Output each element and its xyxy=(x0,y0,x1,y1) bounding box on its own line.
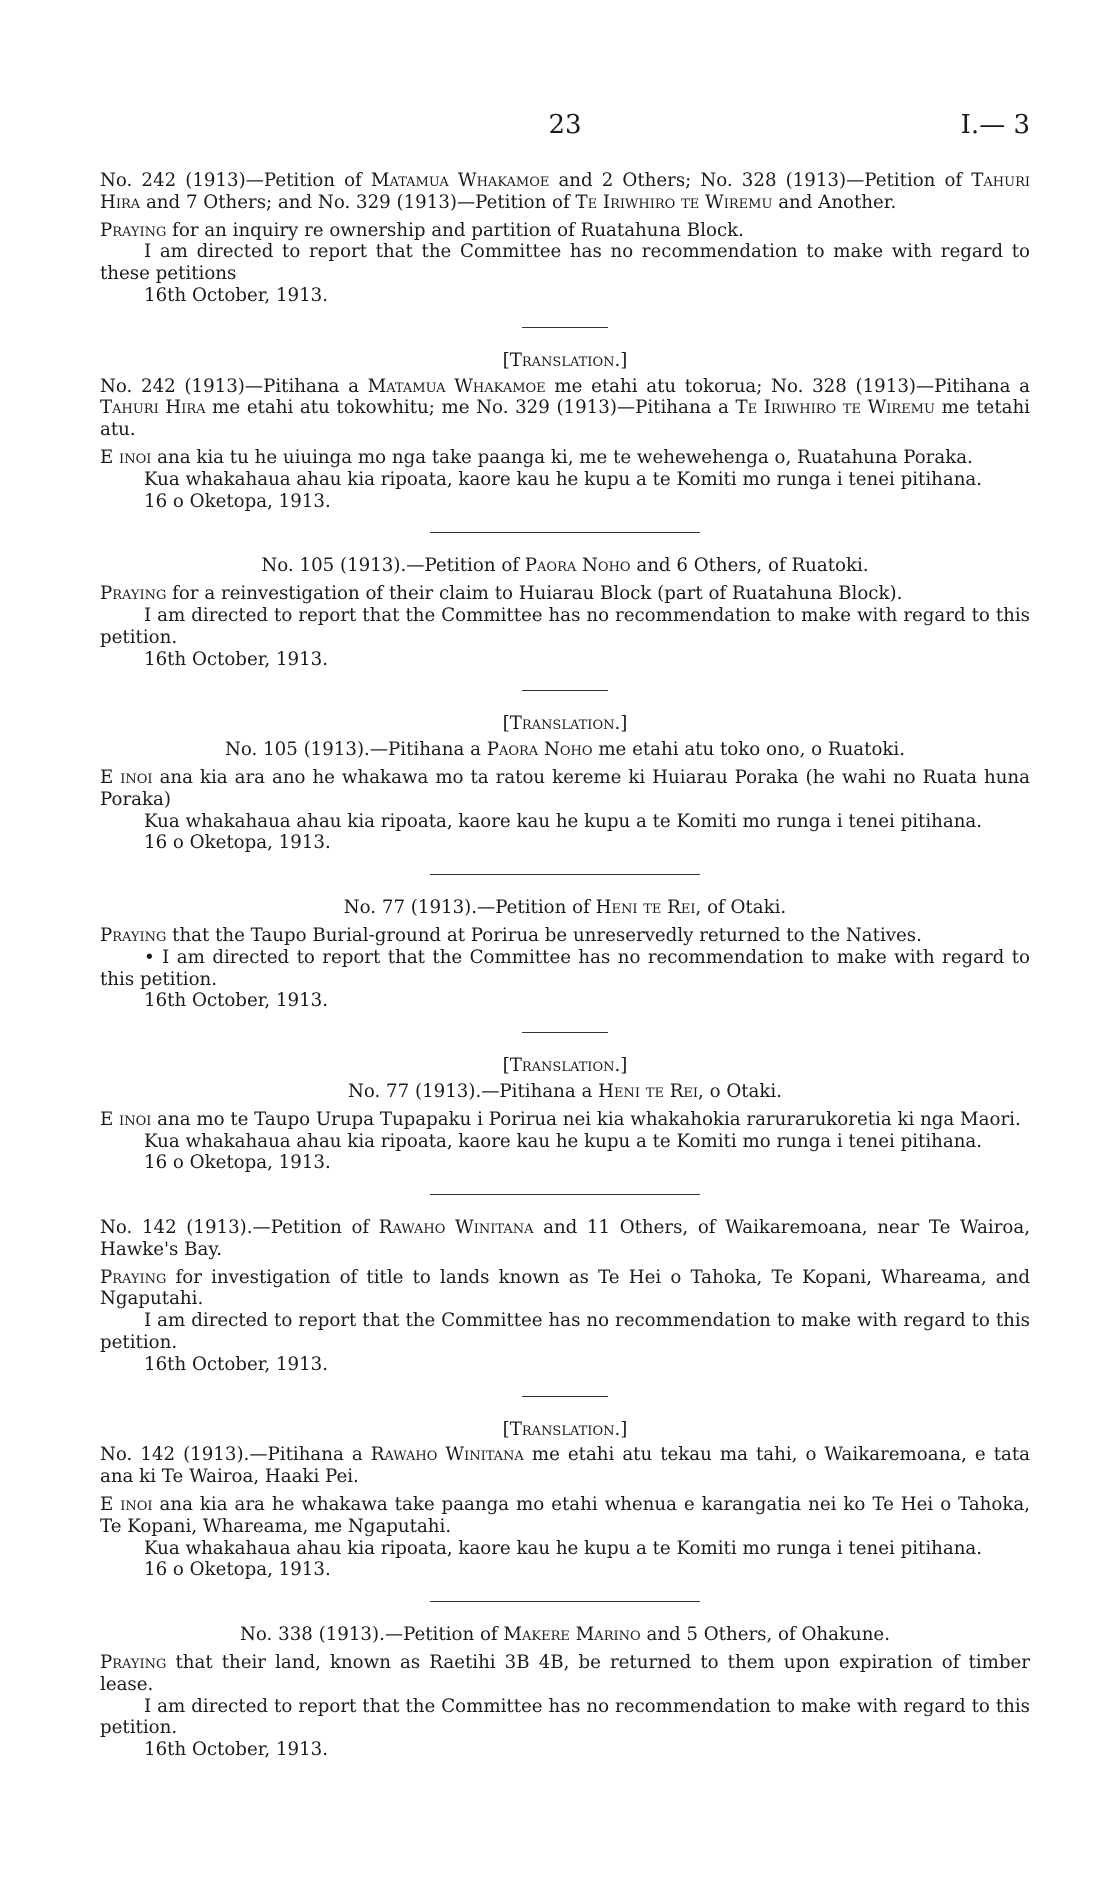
report-date: 16th October, 1913. xyxy=(144,1739,329,1761)
report-date: 16 o Oketopa, 1913. xyxy=(144,1559,331,1581)
petition-heading: No. 77 (1913).—Pitihana a Heni te Rei, o Otaki. xyxy=(347,1080,783,1102)
petition-entry xyxy=(100,170,1030,307)
page-header xyxy=(100,110,1030,150)
petition-heading: No. 242 (1913)—Pitihana a Matamua Whakamoe me etahi atu tokorua; No. 328 (1913)—Pitihana a Tahuri Hira me etahi atu tokowhitu; me No. 329 (1913)—Pitihana a Te Iriwhiro te Wiremu me tetahi atu. xyxy=(100,375,1031,441)
report-date: 16 o Oketopa, 1913. xyxy=(144,490,331,512)
committee-report: I am directed to report that the Committee has no recommendation to make with regard to this petition. xyxy=(100,604,1030,648)
committee-report: Kua whakahaua ahau kia ripoata, kaore kau he kupu a te Komiti mo runga i tenei pitihana. xyxy=(144,1130,983,1152)
long-divider xyxy=(430,532,700,533)
petition-prayer: Praying that their land, known as Raetihi 3B 4B, be returned to them upon expiration of timber lease. xyxy=(100,1652,1030,1695)
report-date: 16th October, 1913. xyxy=(144,648,329,670)
petition-prayer: Praying for an inquiry re ownership and partition of Ruatahuna Block. xyxy=(100,219,744,241)
petition-heading: No. 142 (1913).—Pitihana a Rawaho Winitana me etahi atu tekau ma tahi, o Waikaremoana, e tata ana ki Te Wairoa, Haaki Pei. xyxy=(100,1444,1031,1488)
petition-heading: No. 77 (1913).—Petition of Heni te Rei, of Otaki. xyxy=(343,897,787,919)
petition-prayer: E inoi ana kia tu he uiuinga mo nga take paanga ki, me te wehewehenga o, Ruatahuna Poraka. xyxy=(100,446,973,468)
petition-heading: No. 338 (1913).—Petition of Makere Marino and 5 Others, of Ohakune. xyxy=(240,1624,890,1646)
committee-report: • I am directed to report that the Committee has no recommendation to make with regard to this petition. xyxy=(100,946,1030,990)
petition-entry xyxy=(100,897,1030,1012)
petition-heading: No. 142 (1913).—Petition of Rawaho Winitana and 11 Others, of Waikaremoana, near Te Wairoa, Hawke's Bay. xyxy=(100,1217,1030,1260)
translation-label: [Translation.] xyxy=(502,1055,628,1077)
report-date: 16th October, 1913. xyxy=(144,990,329,1012)
petition-prayer: Praying for a reinvestigation of their claim to Huiarau Block (part of Ruatahuna Block). xyxy=(100,583,903,605)
translation-entry xyxy=(100,1419,1030,1582)
committee-report: Kua whakahaua ahau kia ripoata, kaore kau he kupu a te Komiti mo runga i tenei pitihana. xyxy=(144,468,983,490)
short-divider xyxy=(522,327,608,328)
report-date: 16th October, 1913. xyxy=(144,1353,329,1375)
translation-entry xyxy=(100,350,1030,513)
report-date: 16 o Oketopa, 1913. xyxy=(144,832,331,854)
petition-heading: No. 242 (1913)—Petition of Matamua Whakamoe and 2 Others; No. 328 (1913)—Petition of Tahuri Hira and 7 Others; and No. 329 (1913)—Petition of Te Iriwhiro te Wiremu and Another. xyxy=(100,170,1031,213)
page-number: 23 xyxy=(548,110,582,140)
long-divider xyxy=(430,1194,700,1195)
petition-prayer: E inoi ana kia ara ano he whakawa mo ta ratou kereme ki Huiarau Poraka (he wahi no Ruata huna Poraka) xyxy=(100,766,1030,810)
petition-entry xyxy=(100,555,1030,670)
translation-label: [Translation.] xyxy=(502,713,628,735)
short-divider xyxy=(522,1032,608,1033)
committee-report: I am directed to report that the Committee has no recommendation to make with regard to this petition. xyxy=(100,1695,1030,1739)
long-divider xyxy=(430,874,700,875)
translation-label: [Translation.] xyxy=(502,1418,628,1440)
translation-entry xyxy=(100,713,1030,854)
petition-heading: No. 105 (1913).—Petition of Paora Noho and 6 Others, of Ruatoki. xyxy=(261,555,869,577)
petition-prayer: Praying that the Taupo Burial-ground at Porirua be unreservedly returned to the Natives. xyxy=(100,924,922,946)
section-reference: I.— 3 xyxy=(960,110,1030,140)
short-divider xyxy=(522,690,608,691)
petition-prayer: E inoi ana mo te Taupo Urupa Tupapaku i Porirua nei kia whakahokia rarurarukoretia ki nga Maori. xyxy=(100,1108,1021,1130)
long-divider xyxy=(430,1601,700,1602)
report-date: 16 o Oketopa, 1913. xyxy=(144,1152,331,1174)
petition-prayer: E inoi ana kia ara he whakawa take paanga mo etahi whenua e karangatia nei ko Te Hei o Tahoka, Te Kopani, Whareama, me Ngaputahi. xyxy=(100,1494,1030,1537)
translation-label: [Translation.] xyxy=(502,349,628,371)
petition-prayer: Praying for investigation of title to lands known as Te Hei o Tahoka, Te Kopani, Whareama, and Ngaputahi. xyxy=(100,1266,1030,1310)
short-divider xyxy=(522,1396,608,1397)
page-body xyxy=(100,170,1030,1761)
committee-report: Kua whakahaua ahau kia ripoata, kaore kau he kupu a te Komiti mo runga i tenei pitihana. xyxy=(144,1537,983,1559)
petition-entry xyxy=(100,1624,1030,1761)
committee-report: Kua whakahaua ahau kia ripoata, kaore kau he kupu a te Komiti mo runga i tenei pitihana. xyxy=(144,810,983,832)
petition-entry xyxy=(100,1217,1030,1376)
translation-entry xyxy=(100,1055,1030,1174)
report-date: 16th October, 1913. xyxy=(144,284,329,306)
committee-report: I am directed to report that the Committee has no recommendation to make with regard to these petitions xyxy=(100,241,1030,285)
committee-report: I am directed to report that the Committee has no recommendation to make with regard to this petition. xyxy=(100,1310,1030,1354)
petition-heading: No. 105 (1913).—Pitihana a Paora Noho me etahi atu toko ono, o Ruatoki. xyxy=(224,739,906,761)
